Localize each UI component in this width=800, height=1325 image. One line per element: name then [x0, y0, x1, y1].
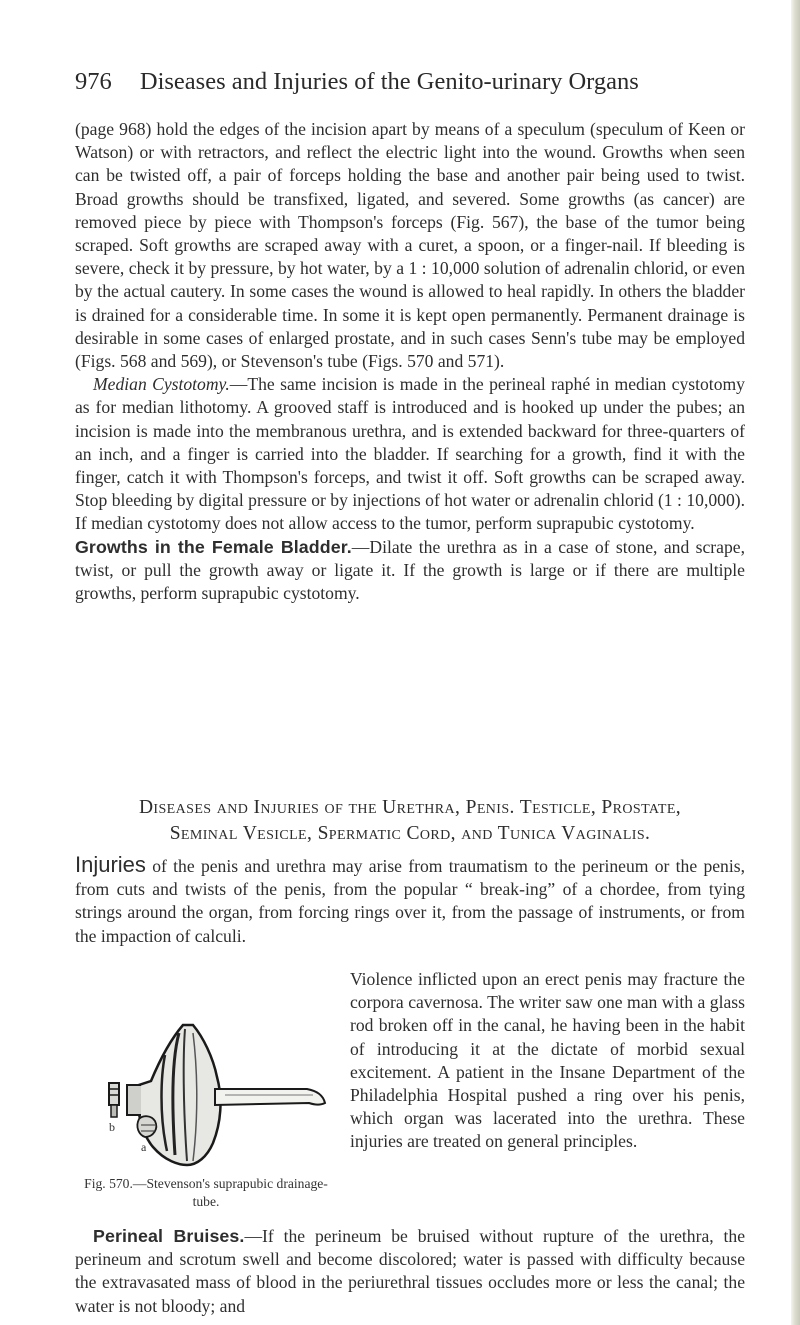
- section-title-line-2: Seminal Vesicle, Spermatic Cord, and Tunica Vaginalis.: [169, 823, 651, 844]
- section-title-line-1: Diseases and Injuries of the Urethra, Penis. Testicle, Prostate,: [138, 797, 682, 818]
- injuries-text: of the penis and urethra may arise from traumatism to the perineum or the penis, from cuts and twists of the penis, from the popular “ break-ing” of a chordee, from tying strings around the organ, from forcing rings over it, from the passage of instruments, or from the impaction of calculi.: [75, 856, 745, 946]
- injuries-heading: Injuries: [75, 852, 146, 877]
- section-title: [75, 795, 745, 847]
- figure-label-a: a: [141, 1140, 147, 1154]
- injuries-paragraph: [75, 853, 745, 948]
- drainage-tube-illustration: [75, 1015, 333, 1175]
- female-bladder-text: —Dilate the urethra as in a case of stone, and scrape, twist, or pull the growth away or ligate it. If the growth is large or if there are multiple growths, perform suprapubic cystotomy.: [75, 536, 745, 604]
- body-text-top: [75, 118, 745, 605]
- perineal-bruises-paragraph: [75, 1225, 745, 1318]
- running-title: Diseases and Injuries of the Genito-urinary Organs: [139, 68, 639, 95]
- figure-caption: Fig. 570.—Stevenson's suprapubic drainage-tube.: [84, 1176, 328, 1209]
- perineal-bruises-text: —If the perineum be bruised without rupture of the urethra, the perineum and scrotum swell and become discolored; water is passed with difficulty because the extravasated mass of blood in the periurethral tissues occludes more or less the canal; the water is not bloody; and: [75, 1226, 745, 1316]
- page-number: 976: [75, 68, 112, 95]
- female-bladder-heading: Growths in the Female Bladder.: [75, 536, 352, 557]
- page-edge-shadow: [791, 0, 800, 1325]
- running-header: [75, 68, 715, 96]
- perineal-bruises-heading: Perineal Bruises.: [93, 1226, 245, 1246]
- median-cystotomy-heading: Median Cystotomy.: [93, 374, 230, 395]
- injuries-wrap-column: Violence inflicted upon an erect penis may fracture the corpora cavernosa. The writer saw one man with a glass rod broken off in the canal, he having been in the habit of introducing it at the dictate of morbid sexual excitement. A patient in the Insane Department of the Philadelphia Hospital pushed a ring over his penis, which organ was lacerated into the urethra. These injuries are treated on general principles.: [350, 969, 745, 1152]
- paragraph-drainage: (page 968) hold the edges of the incision apart by means of a speculum (speculum of Keen or Watson) or with retractors, and reflect the electric light into the wound. Growths when seen can be twisted off, a pair of forceps holding the base and another pair being used to twist. Broad growths should be transfixed, ligated, and severed. Some growths (as cancer) are removed piece by piece with Thompson's forceps (Fig. 567), the base of the tumor being scraped. Soft growths are scraped away with a curet, a spoon, or a finger-nail. If bleeding is severe, check it by pressure, by hot water, by a 1 : 10,000 solution of adrenalin chlorid, or even by the actual cautery. In some cases the wound is allowed to heal rapidly. In others the bladder is drained for a considerable time. In some it is kept open permanently. Permanent drainage is desirable in some cases of enlarged prostate, and in such cases Senn's tube may be employed (Figs. 568 and 569), or Stevenson's tube (Figs. 570 and 571).: [75, 119, 745, 372]
- median-cystotomy-text: —The same incision is made in the perineal raphé in median cystotomy as for median lithotomy. A grooved staff is introduced and is hooked up under the pubes; an incision is made into the membranous urethra, and is extended backward for three-quarters of an inch, and a finger is carried into the bladder. If searching for a growth, find it with the finger, catch it with Thompson's forceps, and twist it off. Soft growths can be scraped away. Stop bleeding by digital pressure or by injections of hot water or adrenalin chlorid (1 : 10,000). If median cystotomy does not allow access to the tumor, perform suprapubic cystotomy.: [75, 374, 745, 534]
- figure-label-b: b: [109, 1120, 115, 1134]
